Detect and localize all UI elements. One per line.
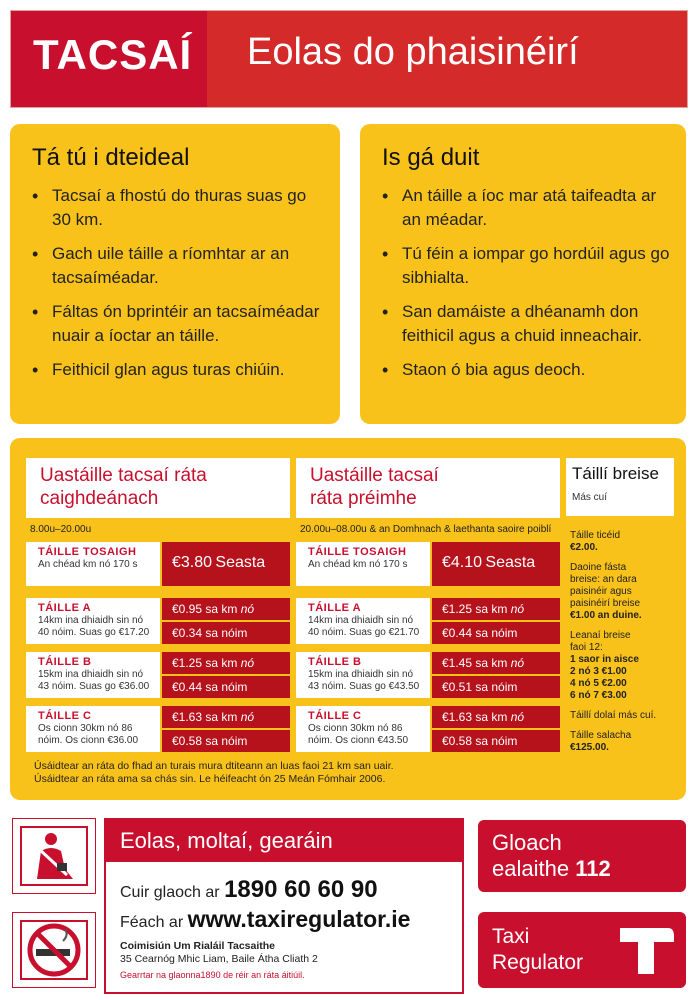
standard-tariff-c-km-cell [162, 706, 290, 728]
standard-initial-desc: An chéad km nó 170 s [38, 559, 138, 570]
emergency-line1: Gloach [492, 830, 562, 855]
list-item: • Tú féin a iompar go hordúil agus go sibhialta. [380, 242, 670, 290]
premium-tariff-b-label: TÁILLE B [308, 656, 362, 668]
premium-initial-desc: An chéad km nó 170 s [308, 559, 408, 570]
rate-note: Gearrtar na glaonna1890 de réir an ráta áitiúil. [120, 970, 305, 980]
desc-line: 14km ina dhiaidh sin nó [308, 615, 414, 626]
premium-tariff-c-km-cell [432, 706, 560, 728]
list-item: • San damáiste a dhéanamh don feithicil agus a chuid inneachair. [380, 300, 670, 348]
unit-km: sa km [475, 656, 508, 670]
extra-cleaning: Táille salacha [570, 730, 632, 741]
list-item: • An táille a íoc mar atá taifeadta ar an méadar. [380, 184, 670, 232]
desc-line: 14km ina dhiaidh sin nó [38, 615, 144, 626]
standard-tariff-c-label-cell [26, 706, 160, 752]
extra-booking: Táille ticéid [570, 530, 621, 541]
unit-min: sa nóim [205, 680, 248, 694]
premium-initial-unit: Seasta [485, 554, 536, 571]
header-subtitle: Eolas do phaisinéirí [247, 31, 579, 73]
extra-adult-line: paisinéirí breise [570, 598, 641, 609]
extra-child-23: 2 nó 3 €1.00 [570, 666, 627, 677]
premium-initial-value: €4.10 [442, 554, 483, 571]
unit-min: sa nóim [475, 626, 518, 640]
desc-line: 40 nóim. Suas go €17.20 [38, 627, 150, 638]
extra-child-free: 1 saor in aisce [570, 654, 639, 665]
extra-booking-value: €2.00. [570, 542, 598, 553]
standard-tariff-a-desc [38, 615, 149, 639]
emergency-number[interactable]: 112 [575, 856, 611, 881]
standard-tariff-c-min-cell [162, 730, 290, 752]
premium-tariff-a-label: TÁILLE A [308, 602, 362, 614]
premium-tariff-b-km-cell [432, 652, 560, 674]
premium-initial-label: TÁILLE TOSAIGH [308, 546, 407, 558]
desc-line: 15km ina dhiaidh sin nó [38, 669, 144, 680]
standard-initial-value: €3.80 [172, 554, 213, 571]
extras-title: Táillí breise [572, 464, 659, 483]
entitled-box [10, 124, 340, 424]
web-prefix: Féach ar [120, 914, 184, 931]
standard-tariff-a-label: TÁILLE A [38, 602, 92, 614]
standard-tariff-b-min-cell [162, 676, 290, 698]
info-box [104, 818, 464, 994]
unit-km: sa km [205, 710, 238, 724]
premium-tariff-a-min-cell [432, 622, 560, 644]
standard-tariff-b-min: €0.44 [172, 680, 203, 694]
obliged-title: Is gá duit [382, 144, 480, 171]
standard-tariff-a-label-cell [26, 598, 160, 644]
list-item: • Tacsaí a fhostú do thuras suas go 30 km. [30, 184, 320, 232]
unit-km: sa km [205, 602, 238, 616]
regulator-line1: Taxi [492, 925, 530, 948]
unit-or: nó [510, 602, 525, 616]
premium-title-line2: ráta préimhe [310, 488, 417, 509]
call-prefix: Cuir glaoch ar [120, 884, 220, 901]
info-header [106, 820, 462, 862]
unit-km: sa km [475, 602, 508, 616]
no-smoking-icon [13, 913, 95, 987]
premium-tariff-c-label-cell [296, 706, 430, 752]
standard-initial-label-cell [26, 542, 160, 586]
premium-time: 20.00u–08.00u & an Domhnach & laethanta saoire poiblí [300, 524, 552, 535]
premium-tariff-b-min-cell [432, 676, 560, 698]
list-item: • Fáltas ón bprintéir an tacsaíméadar nuair a íoctar an táille. [30, 300, 320, 348]
standard-rate-header [26, 458, 290, 518]
header-left-block [11, 11, 207, 107]
extras-subtitle: Más cuí [572, 492, 608, 503]
seatbelt-icon-box [12, 818, 96, 894]
standard-tariff-a-min: €0.34 [172, 626, 203, 640]
standard-tariff-c-km: €1.63 [172, 710, 203, 724]
standard-title-line2: caighdeánach [40, 488, 159, 509]
premium-tariff-c-label: TÁILLE C [308, 710, 362, 722]
header-right-block [207, 11, 687, 107]
extra-adult-line: breise: an dara [570, 574, 637, 585]
unit-km: sa km [205, 656, 238, 670]
unit-km: sa km [475, 710, 508, 724]
premium-tariff-a-desc [308, 615, 419, 639]
call-line [120, 876, 378, 904]
extra-child-line: faoi 12: [570, 642, 603, 653]
taxi-regulator-logo-icon [616, 922, 676, 978]
premium-tariff-a-km: €1.25 [442, 602, 473, 616]
obliged-list [380, 184, 670, 392]
standard-tariff-c-min: €0.58 [172, 734, 203, 748]
unit-min: sa nóim [475, 734, 518, 748]
rates-panel [10, 438, 686, 800]
rate-notes [34, 760, 554, 786]
list-item: • Feithicil glan agus turas chiúin. [30, 358, 320, 382]
standard-tariff-b-km-cell [162, 652, 290, 674]
unit-min: sa nóim [205, 626, 248, 640]
emergency-box [478, 820, 686, 892]
extra-adult-line: paisinéir agus [570, 586, 632, 597]
standard-tariff-a-km: €0.95 [172, 602, 203, 616]
extra-child-45: 4 nó 5 €2.00 [570, 678, 627, 689]
desc-line: nóim. Os cionn €36.00 [38, 735, 139, 746]
premium-initial-value-cell [432, 542, 560, 586]
extra-soiling-note: Táillí dolaí más cuí. [570, 710, 657, 721]
standard-tariff-b-label: TÁILLE B [38, 656, 92, 668]
entitled-title: Tá tú i dteideal [32, 144, 190, 171]
premium-tariff-a-min: €0.44 [442, 626, 473, 640]
premium-rate-title [310, 464, 439, 510]
premium-title-line1: Uastáille tacsaí [310, 465, 439, 486]
extra-child-67: 6 nó 7 €3.00 [570, 690, 627, 701]
extras-header [566, 458, 674, 516]
header-title: TACSAÍ [33, 31, 193, 78]
address-block [120, 940, 318, 982]
standard-time: 8.00u–20.00u [30, 524, 92, 535]
desc-line: Os cionn 30km nó 86 [308, 723, 403, 734]
desc-line: 43 nóim. Suas go €43.50 [308, 681, 420, 692]
entitled-list [30, 184, 320, 392]
header-banner [10, 10, 688, 108]
standard-tariff-a-min-cell [162, 622, 290, 644]
standard-title-line1: Uastáille tacsaí ráta [40, 465, 207, 486]
unit-or: nó [510, 710, 525, 724]
unit-or: nó [510, 656, 525, 670]
regulator-text [492, 924, 583, 976]
unit-or: nó [240, 602, 255, 616]
standard-initial-value-cell [162, 542, 290, 586]
note-line: Úsáidtear an ráta do fhad an turais mura dtiteann an luas faoi 21 km san uair. [34, 760, 394, 772]
extra-adult-line: Daoine fásta [570, 562, 627, 573]
premium-tariff-c-desc [308, 723, 408, 747]
premium-tariff-a-km-cell [432, 598, 560, 620]
list-item: • Staon ó bia agus deoch. [380, 358, 670, 382]
premium-tariff-b-label-cell [296, 652, 430, 698]
standard-initial-label: TÁILLE TOSAIGH [38, 546, 137, 558]
emergency-text [492, 830, 611, 882]
standard-tariff-b-label-cell [26, 652, 160, 698]
standard-initial-unit: Seasta [215, 554, 266, 571]
taxi-regulator-logo-box [478, 912, 686, 988]
list-item: • Gach uile táille a ríomhtar ar an tacsaíméadar. [30, 242, 320, 290]
regulator-line2: Regulator [492, 951, 584, 974]
premium-tariff-a-label-cell [296, 598, 430, 644]
no-smoking-icon-box [12, 912, 96, 988]
obliged-box [360, 124, 686, 424]
info-title: Eolas, moltaí, gearáin [120, 828, 333, 853]
desc-line: Os cionn 30km nó 86 [38, 723, 133, 734]
premium-tariff-b-desc [308, 669, 419, 693]
premium-initial-label-cell [296, 542, 430, 586]
desc-line: 40 nóim. Suas go €21.70 [308, 627, 420, 638]
note-line: Úsáidtear an ráta ama sa chás sin. Le héifeacht ón 25 Meán Fómhair 2006. [34, 773, 386, 785]
extra-cleaning-value: €125.00. [570, 742, 609, 753]
standard-tariff-a-km-cell [162, 598, 290, 620]
unit-or: nó [240, 656, 255, 670]
premium-tariff-b-min: €0.51 [442, 680, 473, 694]
unit-min: sa nóim [205, 734, 248, 748]
address: 35 Cearnóg Mhic Liam, Baile Átha Cliath 2 [120, 953, 318, 965]
unit-or: nó [240, 710, 255, 724]
standard-tariff-c-label: TÁILLE C [38, 710, 92, 722]
website-link[interactable]: www.taxiregulator.ie [187, 906, 411, 932]
phone-number[interactable]: 1890 60 60 90 [224, 876, 378, 903]
desc-line: 43 nóim. Suas go €36.00 [38, 681, 150, 692]
standard-rate-title [40, 464, 207, 510]
desc-line: nóim. Os cionn €43.50 [308, 735, 409, 746]
org-name: Coimisiún Um Rialáil Tacsaithe [120, 940, 276, 952]
web-line [120, 906, 410, 933]
emergency-line2: ealaithe [492, 856, 570, 881]
unit-min: sa nóim [475, 680, 518, 694]
premium-tariff-c-min-cell [432, 730, 560, 752]
premium-tariff-c-min: €0.58 [442, 734, 473, 748]
standard-tariff-b-desc [38, 669, 149, 693]
seatbelt-icon [13, 819, 95, 893]
extra-child-line: Leanaí breise [570, 630, 631, 641]
premium-tariff-c-km: €1.63 [442, 710, 473, 724]
premium-tariff-b-km: €1.45 [442, 656, 473, 670]
standard-tariff-b-km: €1.25 [172, 656, 203, 670]
premium-rate-header [296, 458, 560, 518]
desc-line: 15km ina dhiaidh sin nó [308, 669, 414, 680]
standard-tariff-c-desc [38, 723, 138, 747]
extra-adult-value: €1.00 an duine. [570, 610, 642, 621]
extras-list [570, 530, 674, 754]
